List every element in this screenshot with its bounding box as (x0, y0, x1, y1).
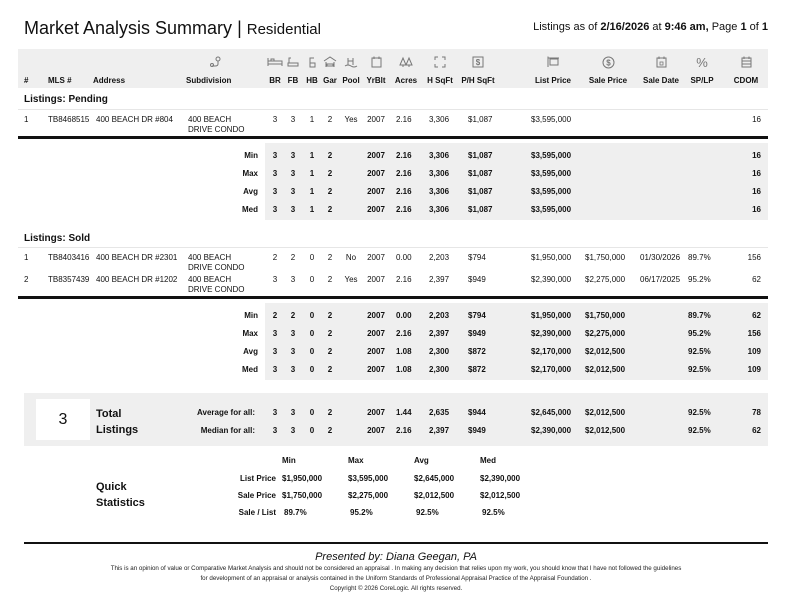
cell-fb: 3 (290, 426, 296, 435)
cell-hsqft: 2,397 (429, 426, 450, 435)
cell-hsqft: 2,635 (429, 408, 450, 417)
cell-acres: 2.16 (396, 205, 412, 214)
location-pin-icon (186, 55, 246, 69)
cell-gar: 2 (327, 205, 333, 214)
cell-cdom: 78 (752, 408, 761, 417)
cell-gar: 2 (327, 329, 333, 338)
calendar-icon (363, 55, 389, 69)
copyright: Copyright © 2026 CoreLogic. All rights reserved. (329, 585, 463, 592)
cell-acres: 2.16 (396, 115, 412, 124)
cell-phsqft: $794 (468, 311, 486, 320)
cell-cdom: 16 (752, 169, 761, 178)
stat-label: Max (242, 329, 258, 338)
cell-fb: 3 (290, 115, 296, 124)
cell-num: 2 (24, 275, 29, 284)
cell-br: 3 (272, 151, 278, 160)
bathtub-icon (284, 55, 302, 69)
quick-stats-value: $1,750,000 (282, 491, 323, 500)
cell-mls[interactable]: TB8468515 (48, 115, 90, 124)
title-separator: | (232, 18, 247, 38)
cell-subdivision: 400 BEACH (188, 275, 232, 284)
percent-icon: % (696, 54, 708, 70)
cell-hsqft: 2,203 (429, 253, 450, 262)
dollar-square-icon (459, 55, 497, 69)
quick-stats-value: $2,645,000 (414, 474, 455, 483)
column-label: P/H SqFt (461, 76, 495, 85)
cell-hb: 1 (309, 115, 315, 124)
page-title (24, 18, 321, 39)
column-header-hsqft[interactable] (423, 49, 457, 88)
cell-phsqft: $872 (468, 347, 486, 356)
cell-phsqft: $944 (468, 408, 486, 417)
cell-splp: 89.7% (688, 253, 711, 262)
quick-stats-value: $2,275,000 (348, 491, 389, 500)
quick-stats-row-label: Sale Price (237, 491, 276, 500)
cell-br: 3 (272, 347, 278, 356)
cell-acres: 1.08 (396, 365, 412, 374)
cell-br: 3 (272, 115, 278, 124)
column-label: BR (269, 76, 281, 85)
column-label: Subdivision (186, 76, 232, 85)
cell-yrblt: 2007 (367, 329, 385, 338)
column-label: CDOM (733, 76, 759, 85)
calendar-list-icon (728, 55, 764, 69)
column-label: MLS # (48, 76, 72, 85)
quick-statistics-label (96, 479, 145, 511)
report-subtitle: Residential (246, 21, 321, 38)
cell-saleprice: $2,012,500 (585, 347, 626, 356)
stat-label: Max (242, 169, 258, 178)
quick-stats-header: Min (282, 456, 296, 465)
cell-gar: 2 (327, 426, 333, 435)
column-header-splp[interactable] (684, 49, 720, 88)
cell-subdivision-line2: DRIVE CONDO (188, 125, 245, 134)
svg-text:$: $ (605, 58, 611, 67)
listing-row[interactable] (18, 275, 768, 297)
cell-acres: 0.00 (396, 253, 412, 262)
cell-yrblt: 2007 (367, 253, 385, 262)
cell-hb: 0 (309, 311, 315, 320)
cell-fb: 3 (290, 329, 296, 338)
column-header-saleprice[interactable] (582, 49, 634, 88)
cell-br: 3 (272, 329, 278, 338)
total-listings-count: 3 (36, 399, 90, 440)
cell-fb: 3 (290, 408, 296, 417)
cell-listprice: $2,170,000 (531, 347, 572, 356)
cell-yrblt: 2007 (367, 365, 385, 374)
cell-hb: 0 (309, 365, 315, 374)
cell-saleprice: $2,012,500 (585, 408, 626, 417)
quick-stats-value: $1,950,000 (282, 474, 323, 483)
asof-prefix: Listings as of (533, 21, 601, 33)
column-label: # (24, 76, 29, 85)
cell-yrblt: 2007 (367, 187, 385, 196)
cell-cdom: 156 (747, 253, 761, 262)
column-label: H SqFt (427, 76, 453, 85)
pool-icon (340, 55, 362, 69)
footer-divider (24, 542, 768, 544)
stat-label: Med (242, 205, 258, 214)
cell-saleprice: $2,275,000 (585, 329, 626, 338)
quick-stats-value: 95.2% (350, 508, 373, 517)
stat-label: Median for all: (200, 426, 255, 435)
asof-date: 2/16/2026 (600, 21, 650, 33)
cell-phsqft: $1,087 (468, 169, 493, 178)
total-label-line2: Listings (96, 424, 139, 436)
cell-yrblt: 2007 (367, 311, 385, 320)
stat-label: Min (244, 311, 258, 320)
divider (18, 109, 768, 110)
cell-hb: 1 (309, 205, 315, 214)
cell-br: 3 (272, 275, 278, 284)
cell-hb: 0 (309, 408, 315, 417)
quick-stats-row-label: List Price (239, 474, 276, 483)
column-header-band (18, 49, 768, 88)
column-header-acres[interactable] (391, 49, 421, 88)
quick-stats-header: Med (480, 456, 496, 465)
column-header-saledate[interactable] (638, 49, 684, 88)
cell-acres: 2.16 (396, 187, 412, 196)
column-label: Address (93, 76, 126, 85)
presented-by: Presented by: Diana Geegan, PA (315, 551, 477, 563)
column-header-pool[interactable] (340, 49, 362, 88)
cell-cdom: 62 (752, 311, 761, 320)
cell-listprice: $1,950,000 (531, 253, 572, 262)
cell-listprice: $2,390,000 (531, 275, 572, 284)
cell-saledate: 06/17/2025 (640, 275, 681, 284)
disclaimer-line-2: for development of an appraisal or analysis contained in the Uniform Standards of Professional Appraisal Practice of the Appraisal Foundation . (200, 575, 592, 582)
cell-acres: 1.44 (396, 408, 412, 417)
cell-hsqft: 2,397 (429, 275, 450, 284)
cell-phsqft: $794 (468, 253, 486, 262)
cell-cdom: 109 (747, 365, 761, 374)
cell-yrblt: 2007 (367, 275, 385, 284)
cell-yrblt: 2007 (367, 426, 385, 435)
column-header-br[interactable] (266, 49, 284, 88)
cell-mls[interactable]: TB8357439 (48, 275, 90, 284)
cell-listprice: $3,595,000 (531, 187, 572, 196)
cell-subdivision: 400 BEACH (188, 253, 232, 262)
cell-gar: 2 (327, 408, 333, 417)
cell-phsqft: $1,087 (468, 151, 493, 160)
column-label: List Price (534, 76, 571, 85)
cell-fb: 3 (290, 347, 296, 356)
cell-br: 3 (272, 426, 278, 435)
cell-hb: 1 (309, 151, 315, 160)
cell-phsqft: $1,087 (468, 205, 493, 214)
cell-yrblt: 2007 (367, 408, 385, 417)
quick-stats-value: $2,012,500 (480, 491, 521, 500)
listings-as-of (533, 21, 768, 33)
cell-cdom: 16 (752, 115, 761, 124)
column-header-fb[interactable] (284, 49, 302, 88)
column-label: Pool (342, 76, 360, 85)
cell-address: 400 BEACH DR #2301 (96, 253, 178, 262)
cell-fb: 3 (290, 275, 296, 284)
cell-subdivision-line2: DRIVE CONDO (188, 263, 245, 272)
cell-cdom: 16 (752, 151, 761, 160)
listing-row[interactable] (18, 253, 768, 275)
cell-cdom: 16 (752, 205, 761, 214)
column-header-cdom[interactable] (728, 49, 764, 88)
cell-fb: 3 (290, 365, 296, 374)
cell-hsqft: 2,300 (429, 365, 450, 374)
stat-label: Average for all: (197, 408, 255, 417)
cell-listprice: $1,950,000 (531, 311, 572, 320)
cell-gar: 2 (327, 169, 333, 178)
quick-stats-header: Max (348, 456, 364, 465)
column-header-listprice[interactable] (528, 49, 578, 88)
quick-stats-row-label: Sale / List (238, 508, 276, 517)
asof-at: at (649, 21, 665, 33)
quick-stats-value: $2,012,500 (414, 491, 455, 500)
quick-stats-value: $2,390,000 (480, 474, 521, 483)
bed-icon (266, 55, 284, 69)
cell-listprice: $2,170,000 (531, 365, 572, 374)
cell-hb: 1 (309, 169, 315, 178)
cell-splp: 92.5% (688, 347, 711, 356)
cell-address: 400 BEACH DR #1202 (96, 275, 178, 284)
asof-time: 9:46 am, (664, 21, 709, 33)
cell-br: 3 (272, 187, 278, 196)
cell-hsqft: 3,306 (429, 151, 450, 160)
cell-saleprice: $1,750,000 (585, 311, 626, 320)
cell-listprice: $3,595,000 (531, 115, 572, 124)
section-title-pending: Listings: Pending (24, 94, 108, 105)
column-label: HB (306, 76, 318, 85)
cell-splp: 92.5% (688, 408, 711, 417)
section-divider (18, 136, 768, 139)
cell-saleprice: $2,012,500 (585, 365, 626, 374)
quick-stats-value: $3,595,000 (348, 474, 389, 483)
cell-br: 3 (272, 408, 278, 417)
divider (18, 247, 768, 248)
cell-hsqft: 3,306 (429, 115, 450, 124)
column-label: YrBlt (366, 76, 386, 85)
cell-fb: 3 (290, 205, 296, 214)
listing-row[interactable] (18, 115, 768, 137)
pending-stats-band (265, 143, 768, 220)
quick-stats-value: 92.5% (416, 508, 439, 517)
cell-gar: 2 (327, 253, 333, 262)
cell-hb: 1 (309, 187, 315, 196)
cell-gar: 2 (327, 365, 333, 374)
cell-cdom: 109 (747, 347, 761, 356)
cell-splp: 95.2% (688, 275, 711, 284)
cell-splp: 92.5% (688, 426, 711, 435)
cell-phsqft: $1,087 (468, 187, 493, 196)
quick-stats-header: Avg (414, 456, 429, 465)
cell-hsqft: 2,300 (429, 347, 450, 356)
cell-hb: 0 (309, 347, 315, 356)
cell-num: 1 (24, 253, 29, 262)
cell-acres: 2.16 (396, 426, 412, 435)
cell-br: 2 (272, 311, 278, 320)
column-label: Sale Price (588, 76, 628, 85)
cell-fb: 3 (290, 169, 296, 178)
cell-br: 2 (272, 253, 278, 262)
cell-cdom: 62 (752, 426, 761, 435)
cell-acres: 1.08 (396, 347, 412, 356)
column-header-address[interactable] (93, 49, 153, 88)
cell-yrblt: 2007 (367, 115, 385, 124)
cell-hsqft: 3,306 (429, 205, 450, 214)
cell-gar: 2 (327, 311, 333, 320)
disclaimer-line-1: This is an opinion of value or Comparative Market Analysis and should not be considered an appraisal . In making any decision that relies upon my work, you should know that I have not followed the guidelines (110, 565, 682, 572)
page-total: 1 (761, 21, 768, 33)
cell-yrblt: 2007 (367, 347, 385, 356)
cell-cdom: 156 (747, 329, 761, 338)
cell-listprice: $3,595,000 (531, 205, 572, 214)
cell-hsqft: 2,397 (429, 329, 450, 338)
faucet-icon (303, 55, 321, 69)
cell-hb: 0 (309, 275, 315, 284)
cell-gar: 2 (327, 347, 333, 356)
page-of: of (746, 21, 762, 33)
sign-icon (528, 55, 578, 69)
cell-listprice: $3,595,000 (531, 151, 572, 160)
column-label: Gar (323, 76, 337, 85)
cell-mls[interactable]: TB8403416 (48, 253, 90, 262)
cell-splp: 89.7% (688, 311, 711, 320)
cell-yrblt: 2007 (367, 169, 385, 178)
total-label-line1: Total (96, 408, 122, 420)
cell-pool: Yes (344, 275, 358, 284)
cell-phsqft: $949 (468, 426, 486, 435)
cell-hsqft: 2,203 (429, 311, 450, 320)
cell-gar: 2 (327, 115, 333, 124)
page-prefix: Page (708, 21, 741, 33)
total-listings-label (96, 406, 138, 438)
cell-acres: 2.16 (396, 169, 412, 178)
area-frame-icon (423, 55, 457, 69)
column-label: SP/LP (690, 76, 714, 85)
cell-phsqft: $949 (468, 275, 486, 284)
cell-br: 3 (272, 365, 278, 374)
column-label: FB (287, 76, 299, 85)
cell-br: 3 (272, 205, 278, 214)
cell-acres: 0.00 (396, 311, 412, 320)
cell-address: 400 BEACH DR #804 (96, 115, 173, 124)
cell-saledate: 01/30/2026 (640, 253, 681, 262)
cell-gar: 2 (327, 275, 333, 284)
cell-listprice: $2,645,000 (531, 408, 572, 417)
cell-yrblt: 2007 (367, 205, 385, 214)
cell-saleprice: $2,012,500 (585, 426, 626, 435)
cell-splp: 95.2% (688, 329, 711, 338)
stat-label: Avg (243, 187, 258, 196)
page-current: 1 (740, 21, 747, 33)
column-header-subdivision[interactable] (186, 49, 246, 88)
cell-fb: 2 (290, 253, 296, 262)
calendar-date-icon (638, 55, 684, 69)
cell-fb: 2 (290, 311, 296, 320)
section-title-sold: Listings: Sold (24, 233, 91, 244)
cell-listprice: $2,390,000 (531, 426, 572, 435)
cell-phsqft: $949 (468, 329, 486, 338)
cell-hb: 0 (309, 329, 315, 338)
cell-saleprice: $2,275,000 (585, 275, 626, 284)
dollar-circle-icon (582, 55, 634, 69)
report-title: Market Analysis Summary (24, 18, 233, 38)
column-header-hb[interactable] (303, 49, 321, 88)
cell-fb: 3 (290, 151, 296, 160)
cell-gar: 2 (327, 187, 333, 196)
cell-subdivision-line2: DRIVE CONDO (188, 285, 245, 294)
garage-icon (321, 55, 339, 69)
qs-label-line2: Statistics (96, 497, 145, 509)
cell-cdom: 16 (752, 187, 761, 196)
cell-pool: No (345, 253, 357, 262)
cell-saleprice: $1,750,000 (585, 253, 626, 262)
cell-phsqft: $1,087 (468, 115, 493, 124)
column-header-yrblt[interactable] (363, 49, 389, 88)
cell-acres: 2.16 (396, 275, 412, 284)
cell-hb: 0 (309, 426, 315, 435)
cell-fb: 3 (290, 187, 296, 196)
quick-stats-value: 89.7% (284, 508, 307, 517)
cell-listprice: $3,595,000 (531, 169, 572, 178)
cell-br: 3 (272, 169, 278, 178)
stat-label: Avg (243, 347, 258, 356)
cell-phsqft: $872 (468, 365, 486, 374)
cell-hsqft: 3,306 (429, 187, 450, 196)
cell-listprice: $2,390,000 (531, 329, 572, 338)
column-label: Acres (394, 76, 418, 85)
trees-icon (391, 55, 421, 69)
stat-label: Min (244, 151, 258, 160)
stat-label: Med (242, 365, 258, 374)
svg-text:$: $ (475, 58, 481, 67)
qs-label-line1: Quick (96, 481, 127, 493)
column-header-gar[interactable] (321, 49, 339, 88)
cell-splp: 92.5% (688, 365, 711, 374)
cell-acres: 2.16 (396, 329, 412, 338)
quick-stats-value: 92.5% (482, 508, 505, 517)
column-header-phsqft[interactable] (459, 49, 497, 88)
cell-gar: 2 (327, 151, 333, 160)
column-label: Sale Date (642, 76, 680, 85)
cell-hsqft: 3,306 (429, 169, 450, 178)
cell-hb: 0 (309, 253, 315, 262)
cell-subdivision: 400 BEACH (188, 115, 232, 124)
section-divider (18, 296, 768, 299)
cell-acres: 2.16 (396, 151, 412, 160)
cell-yrblt: 2007 (367, 151, 385, 160)
cell-num: 1 (24, 115, 29, 124)
cell-cdom: 62 (752, 275, 761, 284)
cell-pool: Yes (344, 115, 358, 124)
